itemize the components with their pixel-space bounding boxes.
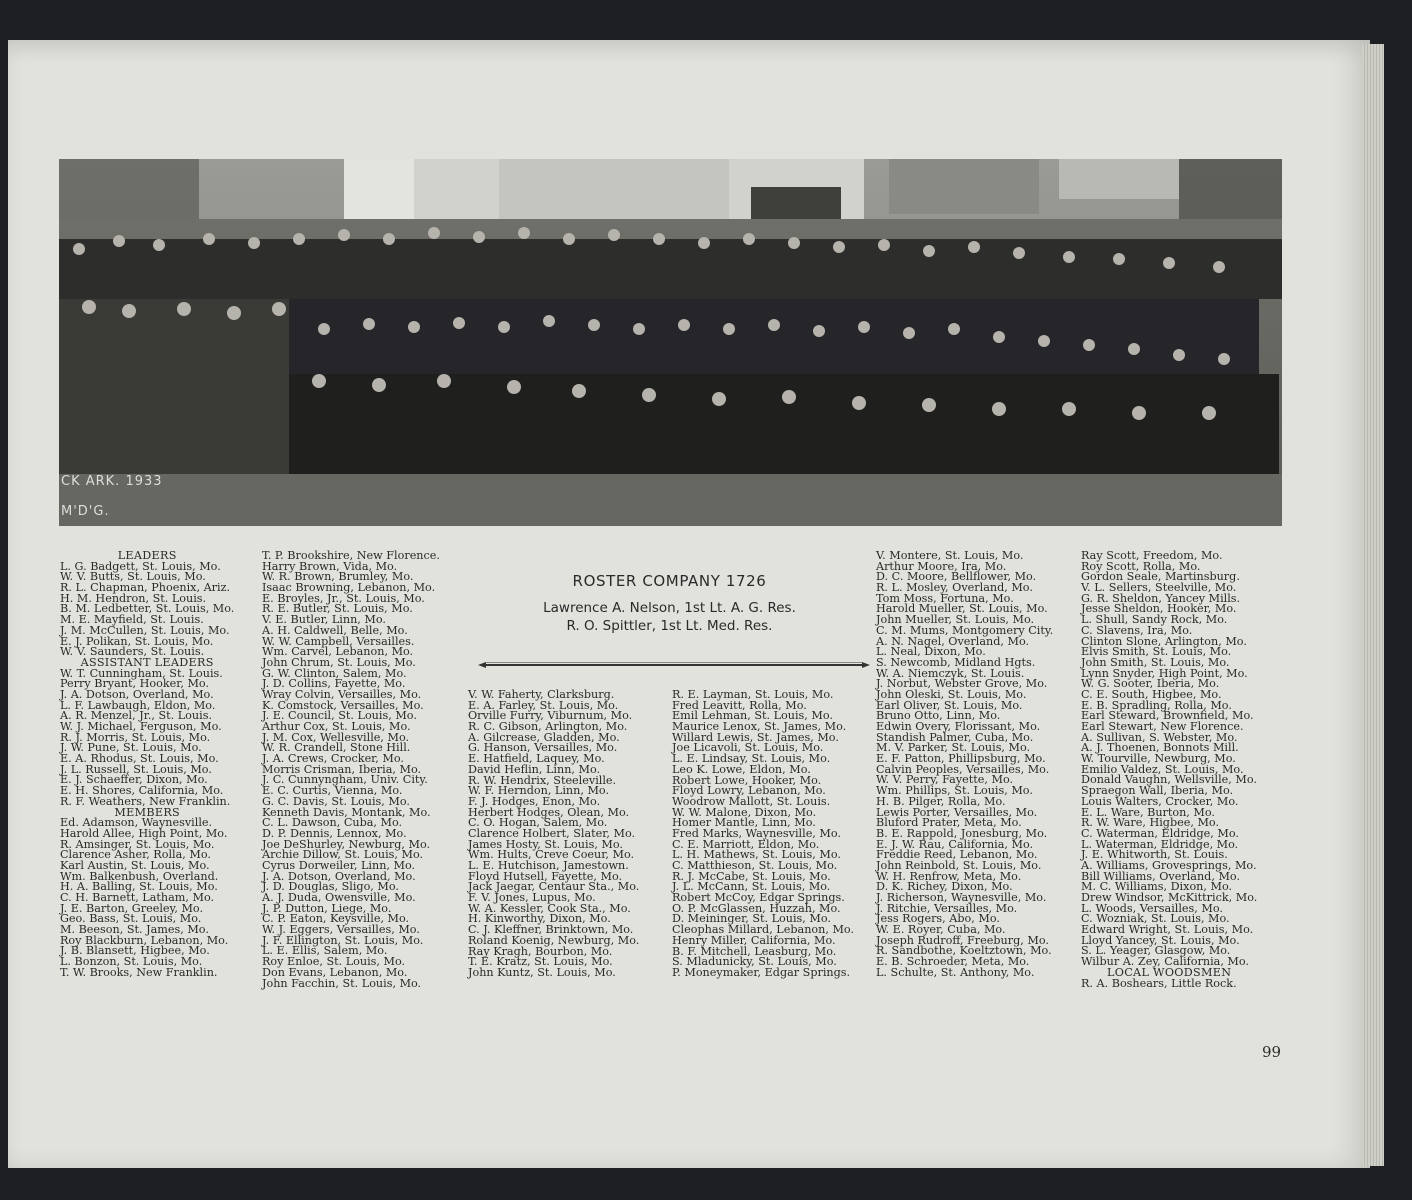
roster-entry: James Hosty, St. Louis, Mo. <box>468 837 623 851</box>
roster-entry: Robert Lowe, Hooker, Mo. <box>672 773 822 787</box>
roster-entry: B. E. Rappold, Jonesburg, Mo. <box>876 826 1048 840</box>
roster-entry: Lewis Porter, Versailles, Mo. <box>876 805 1038 819</box>
roster-entry: Clarence Holbert, Slater, Mo. <box>468 826 636 840</box>
roster-entry: Homer Mantle, Linn, Mo. <box>672 816 816 830</box>
roster-entry: M. C. Williams, Dixon, Mo. <box>1081 880 1233 894</box>
photo-illustration <box>59 159 1282 526</box>
roster-entry: W. V. Perry, Fayette, Mo. <box>876 773 1014 787</box>
roster-entry: G. R. Sheldon, Yancey Mills. <box>1081 591 1241 605</box>
roster-entry: B. M. Ledbetter, St. Louis, Mo. <box>60 602 235 616</box>
roster-entry: C. O. Hogan, Salem, Mo. <box>468 816 608 830</box>
roster-entry: R. J. Morris, St. Louis, Mo. <box>60 730 211 744</box>
roster-entry: E. C. Curtis, Vienna, Mo. <box>262 784 403 798</box>
roster-entry: C. Wozniak, St. Louis, Mo. <box>1081 912 1230 926</box>
roster-entry: L. G. Badgett, St. Louis, Mo. <box>60 559 221 573</box>
roster-entry: Leo K. Lowe, Eldon, Mo. <box>672 762 811 776</box>
roster-entry: D. P. Dennis, Lennox, Mo. <box>262 826 407 840</box>
roster-entry: K. Comstock, Versailles, Mo. <box>262 698 424 712</box>
roster-entry: J. E. Barton, Greeley, Mo. <box>60 901 204 915</box>
roster-entry: C. E. Marriott, Eldon, Mo. <box>672 837 820 851</box>
roster-entry: O. P. McGlassen, Huzzah, Mo. <box>672 901 841 915</box>
roster-entry: E. Hatfield, Laquey, Mo. <box>468 752 605 766</box>
roster-entry: J. B. Blansett, Higbee, Mo. <box>60 944 210 958</box>
roster-entry: Fred Marks, Waynesville, Mo. <box>672 826 841 840</box>
roster-entry: Ray Kragh, Bourbon, Mo. <box>468 944 613 958</box>
roster-entry: Harold Mueller, St. Louis, Mo. <box>876 602 1048 616</box>
roster-entry: Geo. Bass, St. Louis, Mo. <box>60 912 202 926</box>
roster-entry: Floyd Hutsell, Fayette, Mo. <box>468 869 623 883</box>
roster-entry: E. Broyles, Jr., St. Louis, Mo. <box>262 591 425 605</box>
roster-entry: Maurice Lenox, St. James, Mo. <box>672 720 847 734</box>
roster-entry: W. W. Malone, Dixon, Mo. <box>672 805 817 819</box>
roster-entry: E. B. Spradling, Rolla, Mo. <box>1081 698 1232 712</box>
roster-entry: T. W. Brooks, New Franklin. <box>60 965 218 979</box>
roster-entry: S. Newcomb, Midland Hgts. <box>876 655 1036 669</box>
roster-entry: Gordon Seale, Martinsburg. <box>1081 570 1240 584</box>
roster-entry: J. A. Dotson, Overland, Mo. <box>262 869 416 883</box>
roster-entry: G. Hanson, Versailles, Mo. <box>468 741 618 755</box>
roster-entry: V. L. Sellers, Steelville, Mo. <box>1081 581 1237 595</box>
roster-entry: Kenneth Davis, Montank, Mo. <box>262 805 431 819</box>
section-heading: ASSISTANT LEADERS <box>80 655 214 669</box>
roster-entry: J. P. Dutton, Liege, Mo. <box>262 901 392 915</box>
roster-entry: R. Sandbothe, Koeltztown, Mo. <box>876 944 1052 958</box>
roster-entry: R. W. Hendrix, Steeleville. <box>468 773 617 787</box>
roster-entry: A. Gilcrease, Gladden, Mo. <box>468 730 620 744</box>
roster-entry: J. F. Ellington, St. Louis, Mo. <box>262 933 424 947</box>
roster-entry: Archie Dillow, St. Louis, Mo. <box>262 848 424 862</box>
roster-entry: F. V. Jones, Lupus, Mo. <box>468 891 596 905</box>
roster-title-block <box>467 572 872 635</box>
roster-entry: J. D. Douglas, Sligo, Mo. <box>262 880 399 894</box>
roster-entry: J. E. Council, St. Louis, Mo. <box>262 709 417 723</box>
officer-line-1: Lawrence A. Nelson, 1st Lt. A. G. Res. <box>543 600 796 616</box>
roster-entry: Joseph Rudroff, Freeburg, Mo. <box>876 933 1049 947</box>
roster-entry: R. W. Ware, Higbee, Mo. <box>1081 816 1220 830</box>
roster-entry: Cyrus Dorweiler, Linn, Mo. <box>262 858 416 872</box>
section-heading: LEADERS <box>117 549 177 562</box>
roster-entry: Jesse Sheldon, Hooker, Mo. <box>1081 602 1237 616</box>
roster-entry: C. Slavens, Ira, Mo. <box>1081 623 1193 637</box>
roster-entry: D. C. Moore, Bellflower, Mo. <box>876 570 1037 584</box>
roster-entry: Elvis Smith, St. Louis, Mo. <box>1081 645 1232 659</box>
section-heading: MEMBERS <box>114 805 181 819</box>
roster-entry: John Kuntz, St. Louis, Mo. <box>468 965 616 979</box>
roster-entry: A. N. Nagel, Overland, Mo. <box>876 634 1030 648</box>
roster-entry: Ray Scott, Freedom, Mo. <box>1081 549 1223 562</box>
roster-entry: Jess Rogers, Abo, Mo. <box>876 912 1000 926</box>
roster-entry: Arthur Cox, St. Louis, Mo. <box>262 720 411 733</box>
roster-entry: Orville Furry, Viburnum, Mo. <box>468 709 633 723</box>
roster-entry: W. A. Kessler, Cook Sta., Mo. <box>468 901 631 915</box>
roster-entry: Freddie Reed, Lebanon, Mo. <box>876 848 1038 862</box>
roster-entry: A. J. Duda, Owensville, Mo. <box>262 891 416 904</box>
roster-entry: A. Williams, Grovesprings, Mo. <box>1081 858 1257 872</box>
roster-entry: Lloyd Yancey, St. Louis, Mo. <box>1081 933 1240 947</box>
roster-entry: F. J. Hodges, Enon, Mo. <box>468 794 601 808</box>
roster-entry: W. J. Michael, Ferguson, Mo. <box>60 720 222 733</box>
roster-entry: W. T. Cunningham, St. Louis. <box>60 666 223 680</box>
roster-entry: Emilio Valdez, St. Louis, Mo. <box>1081 762 1244 776</box>
roster-entry: Wilbur A. Zey, California, Mo. <box>1081 955 1249 969</box>
roster-column-1 <box>60 551 234 979</box>
roster-entry: Edwin Overy, Florissant, Mo. <box>876 720 1041 733</box>
roster-entry: R. E. Layman, St. Louis, Mo. <box>672 688 834 701</box>
photo-stamp-date: CK ARK. 1933 <box>61 474 163 489</box>
roster-entry: W. V. Saunders, St. Louis. <box>60 645 205 659</box>
roster-entry: L. H. Mathews, St. Louis, Mo. <box>672 848 841 862</box>
roster-entry: Woodrow Mallott, St. Louis. <box>672 794 831 808</box>
roster-entry: L. F. Lawbaugh, Eldon, Mo. <box>60 698 216 712</box>
roster-entry: W. A. Niemczyk, St. Louis. <box>876 666 1025 680</box>
group-photograph <box>59 159 1282 526</box>
roster-entry: Tom Moss, Fortuna, Mo. <box>876 591 1014 605</box>
roster-entry: L. Neal, Dixon, Mo. <box>876 645 986 659</box>
roster-entry: J. E. Whitworth, St. Louis. <box>1081 848 1228 862</box>
roster-entry: R. Amsinger, St. Louis, Mo. <box>60 837 215 851</box>
roster-entry: J. L. Russell, St. Louis, Mo. <box>60 762 212 776</box>
roster-entry: Floyd Lowry, Lebanon, Mo. <box>672 784 826 798</box>
roster-entry: E. J. Polikan, St. Louis, Mo. <box>60 634 214 648</box>
roster-entry: Donald Vaughn, Wellsville, Mo. <box>1081 773 1257 787</box>
roster-entry: Emil Lehman, St. Louis, Mo. <box>672 709 833 723</box>
roster-entry: R. A. Boshears, Little Rock. <box>1081 976 1237 990</box>
roster-entry: Edward Wright, St. Louis, Mo. <box>1081 923 1254 937</box>
roster-entry: C. M. Mums, Montgomery City. <box>876 623 1054 637</box>
roster-entry: G. W. Clinton, Salem, Mo. <box>262 666 407 680</box>
roster-entry: John Facchin, St. Louis, Mo. <box>262 976 422 990</box>
roster-entry: John Mueller, St. Louis, Mo. <box>876 613 1035 627</box>
roster-entry: Earl Steward, Brownfield, Mo. <box>1081 709 1254 723</box>
roster-entry: Herbert Hodges, Olean, Mo. <box>468 805 630 819</box>
roster-entry: Robert McCoy, Edgar Springs. <box>672 891 845 905</box>
roster-entry: J. M. McCullen, St. Louis, Mo. <box>60 623 230 637</box>
roster-column-5 <box>876 551 1053 979</box>
roster-entry: M. V. Parker, St. Louis, Mo. <box>876 741 1031 755</box>
roster-entry: H. Kinworthy, Dixon, Mo. <box>468 912 611 926</box>
roster-entry: R. J. McCabe, St. Louis, Mo. <box>672 869 831 883</box>
roster-entry: Morris Crisman, Iberia, Mo. <box>262 762 422 776</box>
roster-entry: D. Meininger, St. Louis, Mo. <box>672 912 831 926</box>
roster-entry: E. L. Ware, Burton, Mo. <box>1081 805 1215 819</box>
roster-entry: A. Sullivan, S. Webster, Mo. <box>1081 730 1238 744</box>
roster-entry: J. Norbut, Webster Grove, Mo. <box>876 677 1048 691</box>
roster-entry: John Reinbold, St. Louis, Mo. <box>876 858 1042 872</box>
roster-entry: John Smith, St. Louis, Mo. <box>1081 655 1230 669</box>
roster-entry: E. B. Schroeder, Meta, Mo. <box>876 955 1030 969</box>
roster-entry: E. J. Schaeffer, Dixon, Mo. <box>60 773 208 787</box>
roster-entry: W. V. Butts, St. Louis, Mo. <box>60 570 206 584</box>
page-number: 99 <box>1262 1043 1282 1061</box>
roster-entry: Wray Colvin, Versailles, Mo. <box>262 687 422 701</box>
section-heading: LOCAL WOODSMEN <box>1107 965 1232 979</box>
roster-entry: Clinton Slone, Arlington, Mo. <box>1081 634 1247 648</box>
roster-entry: V. E. Butler, Linn, Mo. <box>262 613 386 627</box>
roster-entry: R. L. Chapman, Phoenix, Ariz. <box>60 581 231 595</box>
roster-entry: W. H. Renfrow, Meta, Mo. <box>876 869 1022 883</box>
roster-entry: J. C. Cunnyngham, Univ. City. <box>262 773 428 787</box>
roster-entry: Jack Jaegar, Centaur Sta., Mo. <box>468 880 640 894</box>
roster-entry: C. E. South, Higbee, Mo. <box>1081 687 1222 701</box>
roster-entry: Don Evans, Lebanon, Mo. <box>262 965 408 979</box>
roster-entry: E. F. Patton, Phillipsburg, Mo. <box>876 752 1046 766</box>
roster-entry: Arthur Moore, Ira, Mo. <box>876 559 1007 573</box>
roster-entry: V. Montere, St. Louis, Mo. <box>876 549 1024 562</box>
roster-entry: R. F. Weathers, New Franklin. <box>60 794 231 808</box>
roster-entry: E. J. W. Rau, California, Mo. <box>876 837 1034 851</box>
roster-entry: Earl Stewart, New Florence. <box>1081 720 1244 733</box>
roster-entry: Karl Austin, St. Louis, Mo. <box>60 858 210 872</box>
roster-entry: M. Beeson, St. James, Mo. <box>60 923 209 937</box>
roster-entry: W. R. Brown, Brumley, Mo. <box>262 570 414 584</box>
roster-entry: A. H. Caldwell, Belle, Mo. <box>262 623 408 637</box>
roster-entry: P. Moneymaker, Edgar Springs. <box>672 965 851 979</box>
roster-entry: A. J. Thoenen, Bonnots Mill. <box>1081 741 1239 755</box>
roster-entry: W. F. Herndon, Linn, Mo. <box>468 784 610 798</box>
roster-entry: L. Shull, Sandy Rock, Mo. <box>1081 613 1228 627</box>
roster-entry: T. E. Kratz, St. Louis, Mo. <box>468 955 613 969</box>
roster-entry: Roy Blackburn, Lebanon, Mo. <box>60 933 229 947</box>
roster-entry: Roy Enloe, St. Louis, Mo. <box>262 955 406 969</box>
roster-entry: Wm. Carvel, Lebanon, Mo. <box>262 645 414 659</box>
roster-entry: J. D. Collins, Fayette, Mo. <box>262 677 406 691</box>
roster-entry: J. M. Cox, Wellesville, Mo. <box>262 730 410 744</box>
roster-entry: W. G. Sooter, Iberia, Mo. <box>1081 677 1220 691</box>
roster-entry: S. Mladunicky, St. Louis, Mo. <box>672 955 837 969</box>
roster-entry: Clarence Asher, Rolla, Mo. <box>60 848 211 862</box>
roster-entry: L. E. Hutchison, Jamestown. <box>468 859 629 872</box>
roster-entry: J. A. Crews, Crocker, Mo. <box>262 752 404 766</box>
roster-entry: L. Waterman, Eldridge, Mo. <box>1081 837 1239 851</box>
roster-entry: Roy Scott, Rolla, Mo. <box>1081 559 1201 573</box>
roster-entry: Willard Lewis, St. James, Mo. <box>672 730 839 744</box>
roster-entry: Cleophas Millard, Lebanon, Mo. <box>672 923 854 937</box>
roster-entry: Wm. Balkenbush, Overland. <box>60 869 219 883</box>
roster-entry: Bill Williams, Overland, Mo. <box>1081 869 1240 883</box>
roster-entry: S. L. Yeager, Glasgow, Mo. <box>1081 944 1231 958</box>
roster-entry: J. Ritchie, Versailles, Mo. <box>876 901 1018 915</box>
roster-entry: R. C. Gibson, Arlington, Mo. <box>468 720 628 734</box>
roster-entry: C. J. Kleffner, Brinktown, Mo. <box>468 923 634 937</box>
page-edge <box>1362 44 1384 1166</box>
roster-entry: Joe Licavoli, St. Louis, Mo. <box>672 741 824 755</box>
roster-entry: Harold Allee, High Point, Mo. <box>60 826 228 840</box>
roster-entry: V. W. Faherty, Clarksburg. <box>468 688 615 701</box>
photo-stamp-studio: M'D'G. <box>61 504 110 519</box>
roster-entry: T. P. Brookshire, New Florence. <box>262 549 440 562</box>
roster-entry: Roland Koenig, Newburg, Mo. <box>468 933 640 947</box>
roster-entry: W. R. Crandell, Stone Hill. <box>262 741 411 755</box>
roster-column-6 <box>1081 551 1257 989</box>
roster-entry: J. L. McCann, St. Louis, Mo. <box>672 880 831 894</box>
roster-entry: John Chrum, St. Louis, Mo. <box>262 655 416 669</box>
roster-entry: W. J. Eggers, Versailles, Mo. <box>262 923 420 937</box>
roster-entry: H. M. Hendron, St. Louis. <box>60 591 207 605</box>
roster-entry: J. A. Dotson, Overland, Mo. <box>60 687 214 701</box>
roster-entry: Ed. Adamson, Waynesville. <box>60 816 213 830</box>
roster-entry: G. C. Davis, St. Louis, Mo. <box>262 794 410 808</box>
roster-entry: L. Woods, Versailles, Mo. <box>1081 901 1223 915</box>
officer-line-2: R. O. Spittler, 1st Lt. Med. Res. <box>566 618 773 634</box>
roster-entry: R. E. Butler, St. Louis, Mo. <box>262 602 413 616</box>
roster-entry: David Heflin, Linn, Mo. <box>468 762 601 776</box>
roster-entry: L. E. Ellis, Salem, Mo. <box>262 944 388 958</box>
roster-heading: ROSTER COMPANY 1726 <box>572 572 767 590</box>
roster-entry: J. W. Pune, St. Louis, Mo. <box>60 741 202 755</box>
roster-entry: E. A. Farley, St. Louis, Mo. <box>468 698 619 712</box>
roster-column-2 <box>262 551 440 989</box>
roster-entry: W. E. Royer, Cuba, Mo. <box>876 923 1006 937</box>
roster-entry: Joe DeShurley, Newburg, Mo. <box>262 837 431 851</box>
roster-entry: A. R. Menzel, Jr., St. Louis. <box>60 709 213 723</box>
roster-entry: B. F. Mitchell, Leasburg, Mo. <box>672 944 837 958</box>
ornamental-rule <box>478 661 870 669</box>
roster-entry: C. L. Dawson, Cuba, Mo. <box>262 816 403 830</box>
roster-entry: Isaac Browning, Lebanon, Mo. <box>262 581 436 595</box>
roster-entry: C. Waterman, Eldridge, Mo. <box>1081 826 1239 840</box>
roster-entry: John Oleski, St. Louis, Mo. <box>876 687 1027 701</box>
roster-entry: Calvin Peoples, Versailles, Mo. <box>876 762 1050 776</box>
roster-column-3 <box>468 690 639 979</box>
roster-entry: C. H. Barnett, Latham, Mo. <box>60 891 215 904</box>
roster-entry: Wm. Hults, Creve Coeur, Mo. <box>468 848 635 862</box>
roster-entry: H. A. Balling, St. Louis, Mo. <box>60 880 218 894</box>
roster-entry: Bruno Otto, Linn, Mo. <box>876 709 1001 723</box>
roster-entry: E. A. Rhodus, St. Louis, Mo. <box>60 752 219 766</box>
roster-entry: Henry Miller, California, Mo. <box>672 933 836 947</box>
roster-entry: J. Richerson, Waynesville, Mo. <box>876 891 1047 904</box>
roster-entry: C. Matthieson, St. Louis, Mo. <box>672 859 838 872</box>
roster-entry: Standish Palmer, Cuba, Mo. <box>876 730 1034 744</box>
roster-entry: Drew Windsor, McKittrick, Mo. <box>1081 891 1258 904</box>
roster-entry: L. E. Lindsay, St. Louis, Mo. <box>672 752 831 766</box>
roster-entry: Fred Leavitt, Rolla, Mo. <box>672 698 807 712</box>
roster-entry: L. Schulte, St. Anthony, Mo. <box>876 965 1035 979</box>
roster-entry: L. Bonzon, St. Louis, Mo. <box>60 955 203 969</box>
roster-entry: R. L. Mosley, Overland, Mo. <box>876 581 1033 595</box>
roster-entry: E. H. Shores, California, Mo. <box>60 784 224 798</box>
roster-entry: H. B. Pilger, Rolla, Mo. <box>876 794 1006 808</box>
roster-entry: Perry Bryant, Hooker, Mo. <box>60 677 209 691</box>
roster-entry: Lynn Snyder, High Point, Mo. <box>1081 666 1248 680</box>
roster-entry: Spraegon Wall, Iberia, Mo. <box>1081 784 1234 798</box>
roster-entry: Wm. Phillips, St. Louis, Mo. <box>876 784 1033 798</box>
roster-entry: C. P. Eaton, Keysville, Mo. <box>262 912 410 926</box>
roster-entry: Harry Brown, Vida, Mo. <box>262 559 398 573</box>
roster-column-4 <box>672 690 854 979</box>
roster-entry: Louis Walters, Crocker, Mo. <box>1081 794 1239 808</box>
roster-entry: Bluford Prater, Meta, Mo. <box>876 816 1022 830</box>
roster-entry: W. W. Campbell, Versailles. <box>262 634 415 648</box>
roster-entry: D. K. Richey, Dixon, Mo. <box>876 880 1013 894</box>
roster-entry: Earl Oliver, St. Louis, Mo. <box>876 698 1023 712</box>
roster-entry: M. E. Mayfield, St. Louis. <box>60 613 204 627</box>
roster-entry: W. Tourville, Newburg, Mo. <box>1081 752 1236 766</box>
